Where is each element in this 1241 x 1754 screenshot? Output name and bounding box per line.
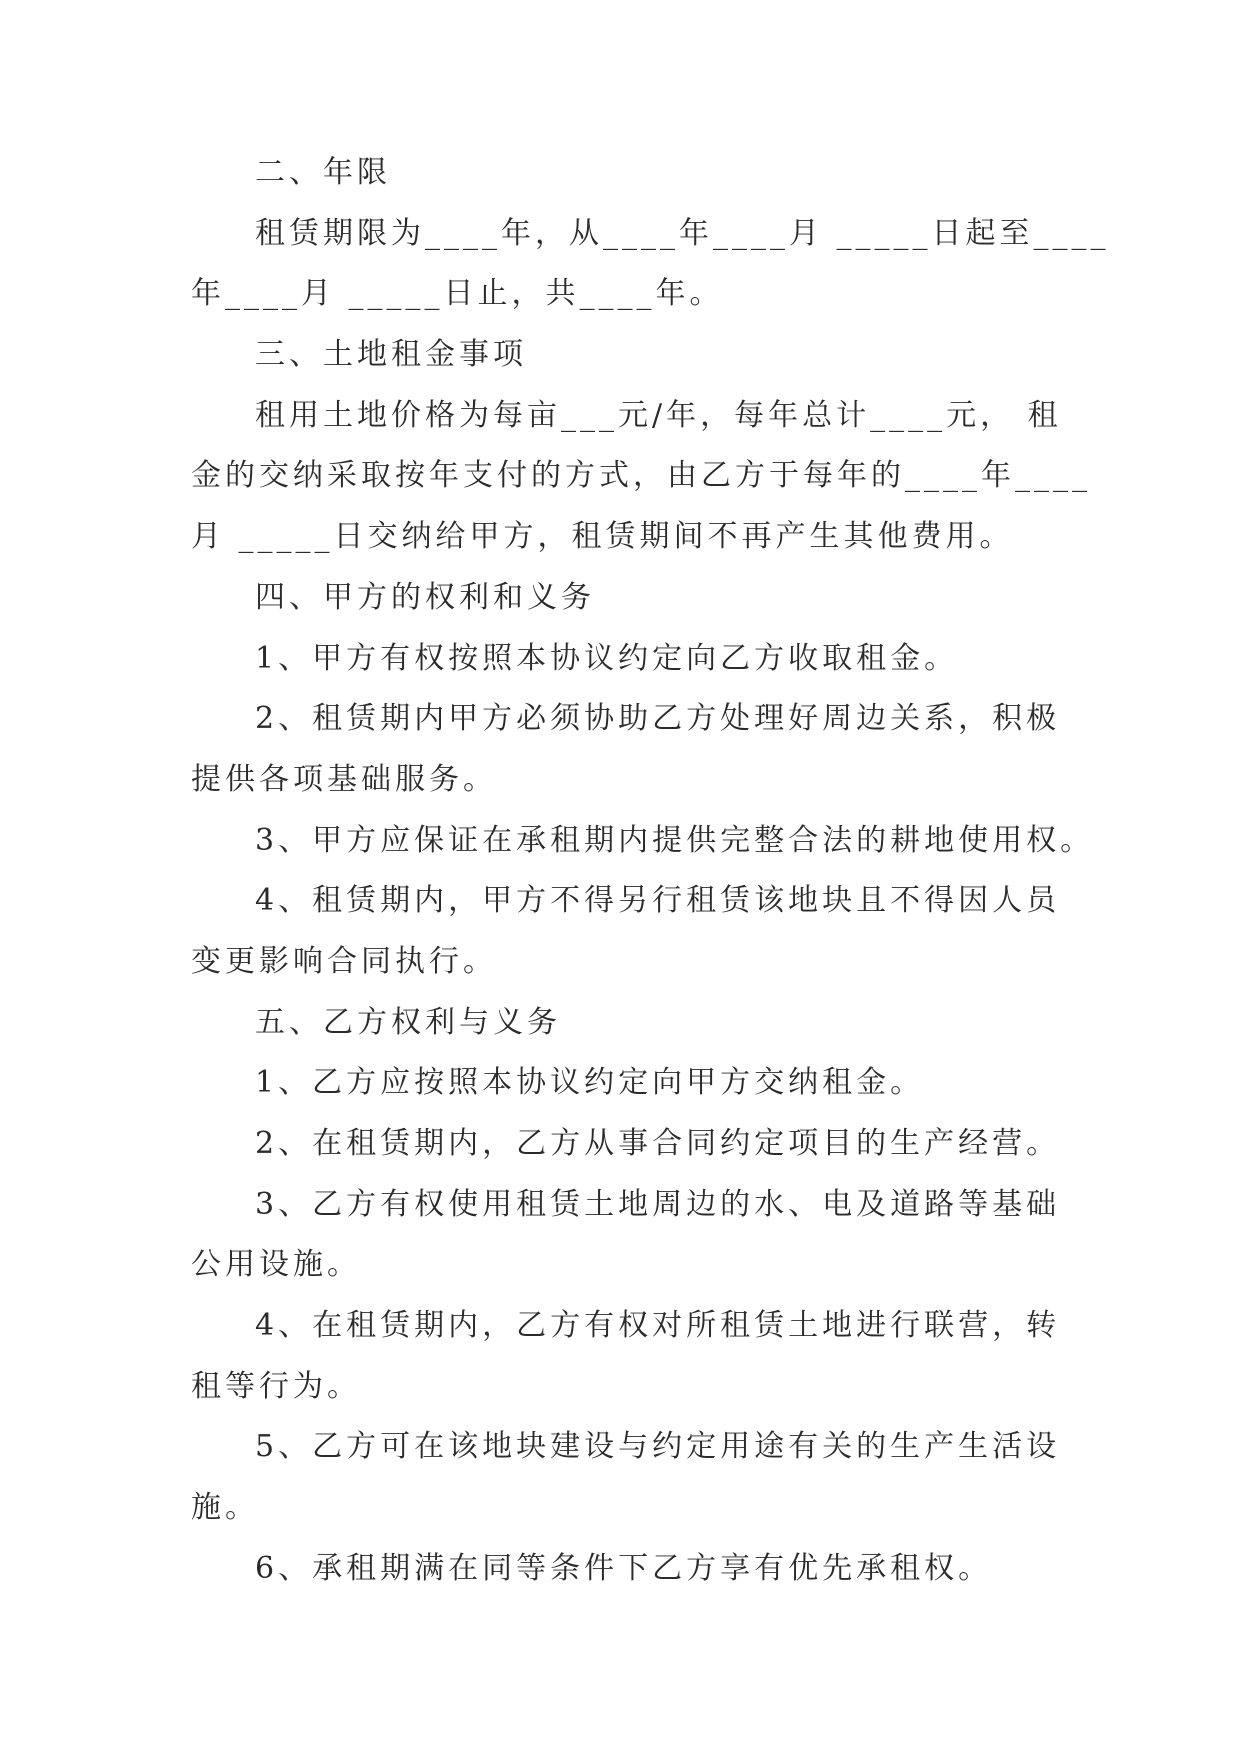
list-item: 5、乙方可在该地块建设与约定用途有关的生产生活设 bbox=[255, 1429, 1061, 1465]
list-item: 1、乙方应按照本协议约定向甲方交纳租金。 bbox=[255, 1065, 925, 1101]
list-item-continuation: 公用设施。 bbox=[191, 1247, 361, 1283]
list-item: 4、租赁期内，甲方不得另行租赁该地块且不得因人员 bbox=[255, 883, 1061, 919]
document-body bbox=[191, 155, 1110, 1615]
paragraph-line: 月 _____日交纳给甲方，租赁期间不再产生其他费用。 bbox=[191, 519, 1014, 555]
list-item-continuation: 施。 bbox=[191, 1490, 259, 1526]
section-heading-party-b: 五、乙方权利与义务 bbox=[255, 1004, 561, 1040]
list-item: 3、甲方应保证在承租期内提供完整合法的耕地使用权。 bbox=[255, 822, 1095, 858]
list-item: 2、在租赁期内，乙方从事合同约定项目的生产经营。 bbox=[255, 1126, 1061, 1161]
paragraph-line: 租用土地价格为每亩___元/年，每年总计____元， 租 bbox=[255, 397, 1062, 433]
list-item: 1、甲方有权按照本协议约定向乙方收取租金。 bbox=[255, 640, 959, 676]
paragraph-line: 年____月 _____日止，共____年。 bbox=[191, 276, 724, 312]
list-item-continuation: 提供各项基础服务。 bbox=[191, 761, 497, 797]
list-item: 4、在租赁期内，乙方有权对所租赁土地进行联营，转 bbox=[255, 1308, 1061, 1344]
list-item-continuation: 租等行为。 bbox=[191, 1368, 361, 1404]
paragraph-line: 租赁期限为____年，从____年____月 _____日起至____ bbox=[255, 215, 1110, 251]
list-item: 3、乙方有权使用租赁土地周边的水、电及道路等基础 bbox=[255, 1186, 1061, 1222]
list-item-continuation: 变更影响合同执行。 bbox=[191, 943, 497, 979]
section-heading-party-a: 四、甲方的权利和义务 bbox=[255, 579, 595, 615]
section-heading-term: 二、年限 bbox=[255, 155, 391, 190]
list-item: 6、承租期满在同等条件下乙方享有优先承租权。 bbox=[255, 1550, 993, 1586]
section-heading-rent: 三、土地租金事项 bbox=[255, 337, 527, 373]
paragraph-line: 金的交纳采取按年支付的方式，由乙方于每年的____年____ bbox=[191, 458, 1091, 494]
list-item: 2、租赁期内甲方必须协助乙方处理好周边关系，积极 bbox=[255, 701, 1061, 737]
